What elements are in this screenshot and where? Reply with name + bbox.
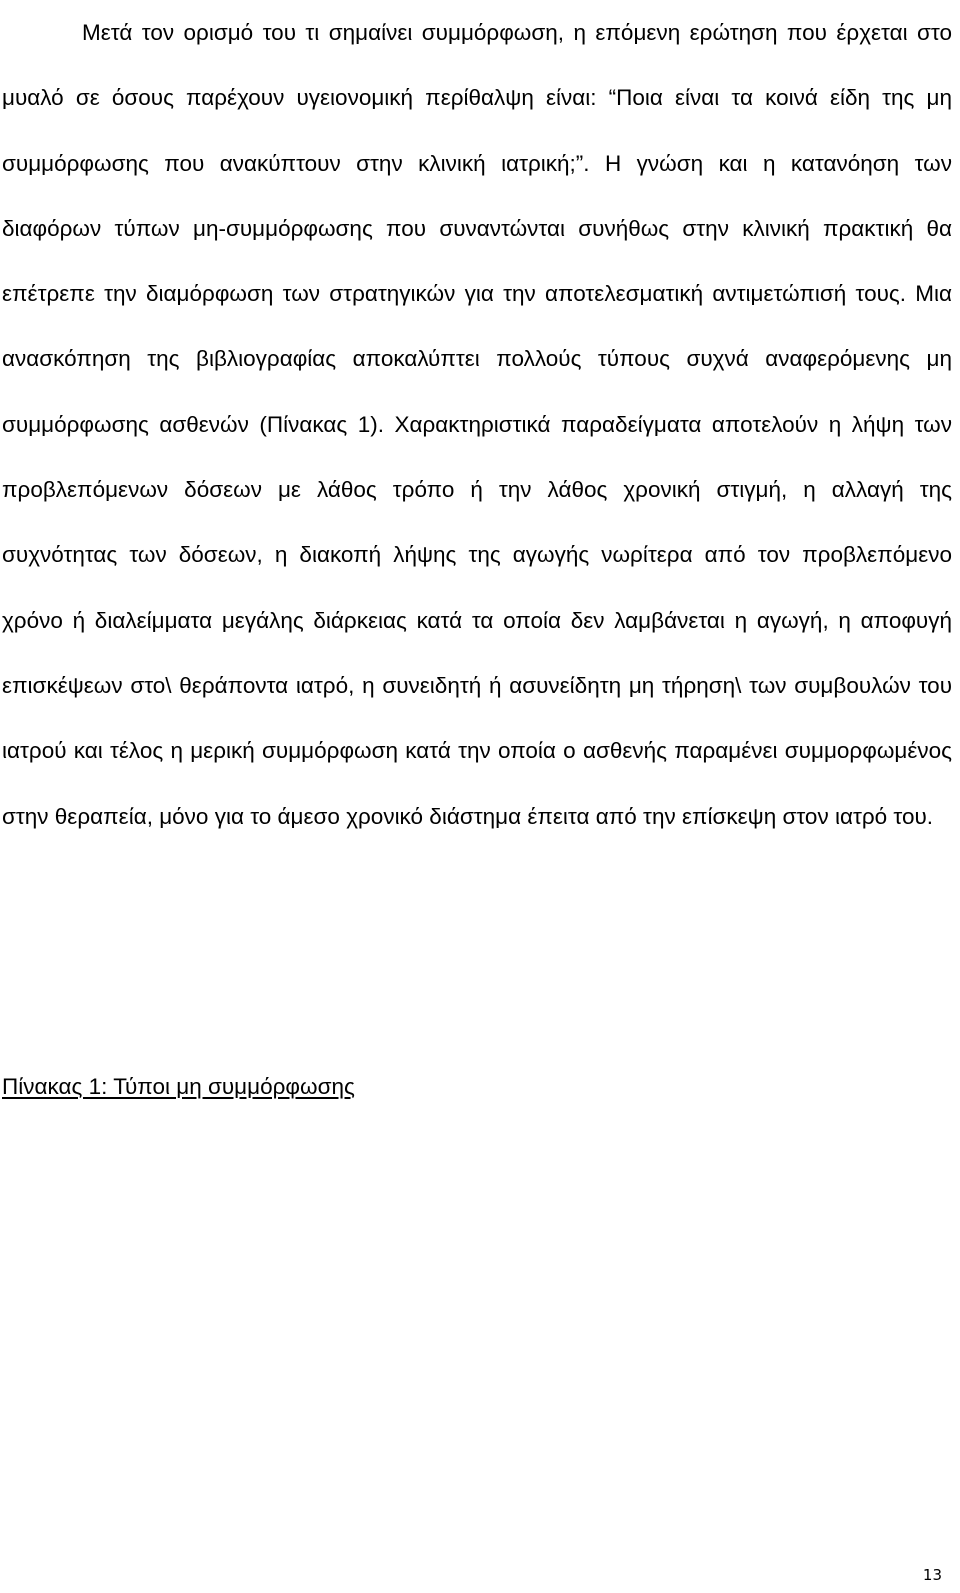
- table-caption: Πίνακας 1: Τύποι μη συμμόρφωσης: [2, 1074, 355, 1099]
- body-paragraph: Μετά τον ορισμό του τι σημαίνει συμμόρφωση, η επόμενη ερώτηση που έρχεται στο μυαλό σε όσους παρέχουν υγειονομική περίθαλψη είναι: “Ποια είναι τα κοινά είδη της μη συμμόρφωσης που ανακύπτουν στην κλινική ιατρική;”. Η γνώση και η κατανόηση των διαφόρων τύπων μη-συμμόρφωσης που συναντώνται συνήθως στην κλινική πρακτική θα επέτρεπε την διαμόρφωση των στρατηγικών για την αποτελεσματική αντιμετώπισή τους. Μια ανασκόπηση της βιβλιογραφίας αποκαλύπτει πολλούς τύπους συχνά αναφερόμενης μη συμμόρφωσης ασθενών (Πίνακας 1). Χαρακτηριστικά παραδείγματα αποτελούν η λήψη των προβλεπόμενων δόσεων με λάθος τρόπο ή την λάθος χρονική στιγμή, η αλλαγή της συχνότητας των δόσεων, η διακοπή λήψης της αγωγής νωρίτερα από τον προβλεπόμενο χρόνο ή διαλείμματα μεγάλης διάρκειας κατά τα οποία δεν λαμβάνεται η αγωγή, η αποφυγή επισκέψεων στο\ θεράποντα ιατρό, η συνειδητή ή ασυνείδητη μη τήρηση\ των συμβουλών του ιατρού και τέλος η μερική συμμόρφωση κατά την οποία ο ασθενής παραμένει συμμορφωμένος στην θεραπεία, μόνο για το άμεσο χρονικό διάστημα έπειτα από την επίσκεψη στον ιατρό του.: [2, 20, 952, 829]
- page-number: 13: [922, 1566, 942, 1584]
